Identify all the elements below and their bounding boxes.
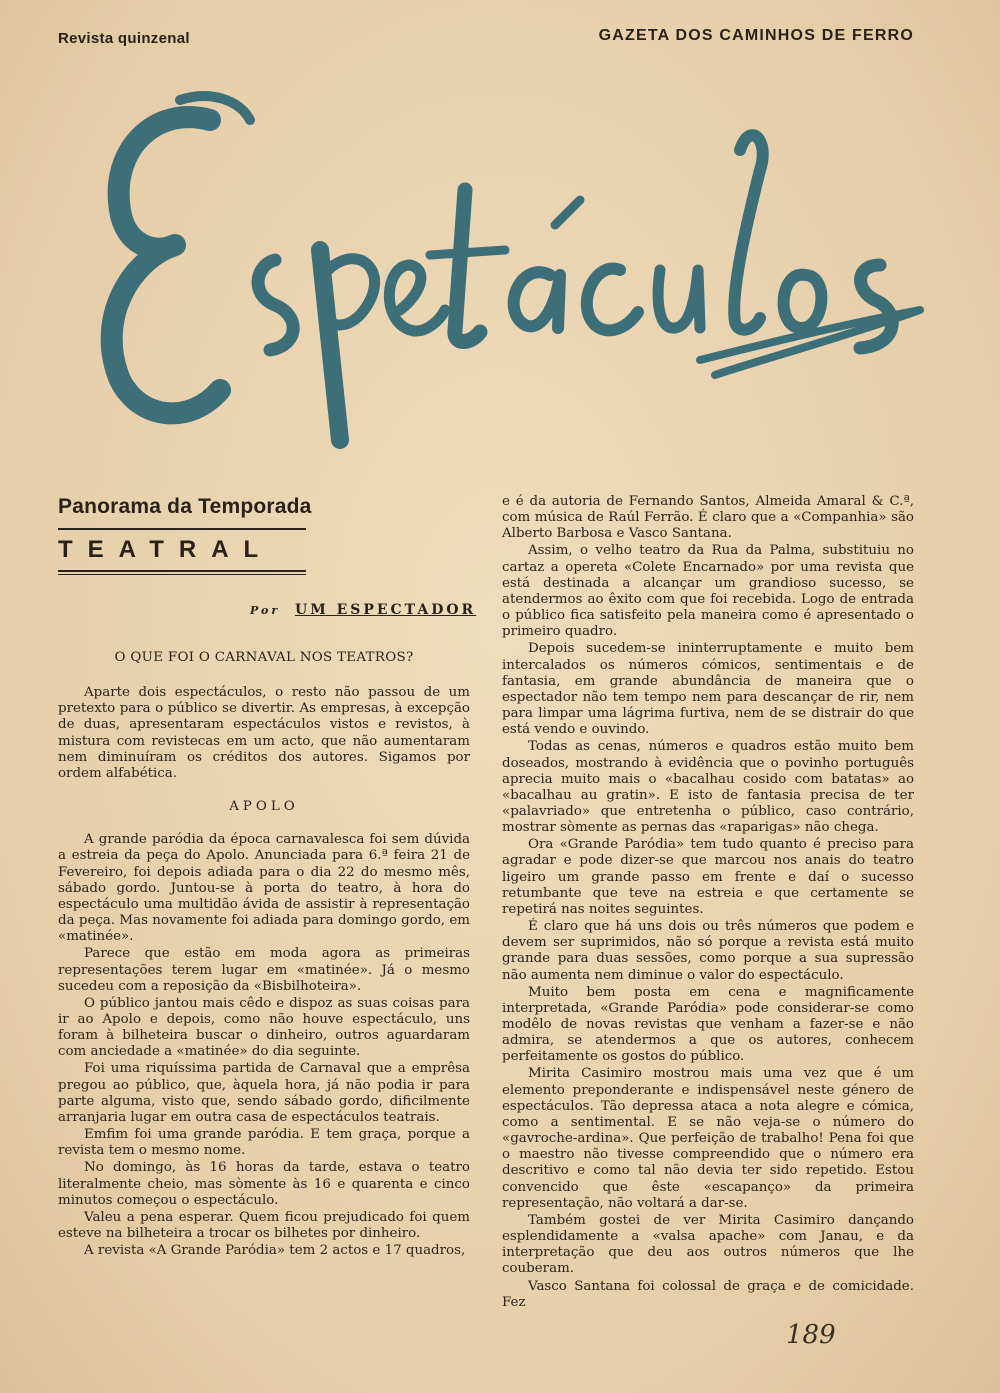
- article-column-2: [502, 494, 914, 1312]
- divider: [58, 574, 306, 575]
- header-magazine-name: GAZETA DOS CAMINHOS DE FERRO: [598, 27, 914, 44]
- spacer: [58, 783, 470, 799]
- byline-author: UM ESPECTADOR: [294, 602, 477, 618]
- page-number: 189: [786, 1320, 836, 1350]
- paragraph: e é da autoria de Fernando Santos, Almeida Amaral & C.ª, com música de Raúl Ferrão. É claro que a «Companhia» são Alberto Barbosa e Vasco Santana.: [502, 494, 914, 542]
- paragraph: Vasco Santana foi colossal de graça e de comicidade. Fez: [502, 1278, 914, 1310]
- divider: [58, 528, 306, 530]
- paragraph: É claro que há uns dois ou três números que podem e devem ser suprimidos, não só porque a revista está muito grande para duas sessões, como porque a sua supressão não aumenta nem diminue o valor do espectáculo.: [502, 919, 914, 983]
- header-publication-frequency: Revista quinzenal: [58, 30, 190, 47]
- paragraph: Depois sucedem-se ininterruptamente e muito bem intercalados os números cómicos, sentimentais e de fantasia, em grande abundância de maneira que o espectador não tem tempo nem para descançar de rir, nem para limpar uma lágrima furtiva, nem de se distrair do que está vendo e ouvindo.: [502, 641, 914, 738]
- section-subtitle: TEATRAL: [58, 536, 274, 563]
- intro-paragraph: Aparte dois espectáculos, o resto não passou de um pretexto para o público se divertir. As empresas, à excepção de duas, apresentaram espectáculos vistos e revistos, à mistura com revistecas em um acto, que não aumentaram nem diminuíram os créditos dos autores. Sigamos por ordem alfabética.: [58, 685, 470, 781]
- paragraph: Ora «Grande Paródia» tem tudo quanto é preciso para agradar e pode dizer-se que marcou nos anais do teatro ligeiro um grande passo em frente e daí o sucesso retumbante que teve na estreia e que certamente se repetirá nas noites seguintes.: [502, 837, 914, 917]
- paragraph: Muito bem posta em cena e magnificamente interpretada, «Grande Paródia» pode considerar-se como modêlo de novas revistas que venham a fazer-se e não admira, se atendermos a que os autores, conhecem perfeitamente os gostos do público.: [502, 984, 914, 1065]
- paragraph: O público jantou mais cêdo e dispoz as suas coisas para ir ao Apolo e depois, como não houve espectáculo, uns foram à bilheteira buscar o dinheiro, outros aguardaram com anciedade a «matinée» do dia seguinte.: [58, 995, 470, 1060]
- paragraph: Mirita Casimiro mostrou mais uma vez que é um elemento preponderante e indispensável neste género de espectáculos. Tão depressa ataca a nota alegre e cómica, como a sentimental. E se não veja-se o número do «gavroche-ardina». Que perfeição de trabalho! Pena foi que o maestro não tivesse compreendido que o número era descritivo e como tal não devia ter sido repetido. Estou convencido que êste «escapanço» da primeira representação, não voltará a dar-se.: [502, 1066, 914, 1211]
- subheading-apolo: APOLO: [229, 799, 299, 815]
- espetaculos-calligraphy: [60, 60, 940, 480]
- spacer: [58, 667, 470, 685]
- paragraph: Valeu a pena esperar. Quem ficou prejudicado foi quem esteve na bilheteira a trocar os bilhetes por dinheiro.: [58, 1209, 470, 1241]
- byline-prefix: Por: [250, 604, 281, 617]
- section-title: Panorama da Temporada: [58, 495, 312, 518]
- paragraph: Foi uma riquíssima partida de Carnaval que a emprêsa pregou ao público, que, àquela hora, já não podia ir para parte alguma, visto que, sendo sábado gordo, dificilmente arranjaria lugar em outra casa de espectáculos teatrais.: [58, 1061, 470, 1125]
- paragraph: No domingo, às 16 horas da tarde, estava o teatro literalmente cheio, mas sòmente às 16 e quarenta e cinco minutos começou o espectáculo.: [58, 1160, 470, 1208]
- article-heading: O QUE FOI O CARNAVAL NOS TEATROS?: [114, 650, 414, 665]
- title-lettering: [60, 60, 940, 480]
- paragraph: Parece que estão em moda agora as primeiras representações terem lugar em «matinée». Já o mesmo sucedeu com a reposição da «Bisbilhoteira».: [58, 946, 470, 994]
- paragraph: Emfim foi uma grande paródia. E tem graça, porque a revista tem o mesmo nome.: [58, 1127, 470, 1159]
- spacer: [58, 816, 470, 832]
- article-column-1: [58, 650, 470, 1260]
- divider: [58, 570, 306, 572]
- paragraph: Todas as cenas, números e quadros estão muito bem doseados, mostrando à evidência que o povinho português aprecia muito mais o «bacalhau cosido com batatas» ao «bacalhau au gratin». E isto de fantasia precisa de ter «palavriado» que entretenha o público, caso contrário, mostrar sòmente as pernas das «raparigas» não chega.: [502, 739, 914, 836]
- paragraph: A revista «A Grande Paródia» tem 2 actos e 17 quadros,: [84, 1243, 466, 1259]
- paragraph: Assim, o velho teatro da Rua da Palma, substituiu no cartaz a opereta «Colete Encarnado» por uma revista que está destinada a alcançar um grandioso sucesso, se atendermos ao êxito com que foi recebida. Logo de entrada o público fica satisfeito pela maneira como é apresentado o primeiro quadro.: [502, 543, 914, 640]
- byline: [250, 602, 476, 618]
- paragraph: Também gostei de ver Mirita Casimiro dançando esplendidamente a «valsa apache» com Janau, e da interpretação que deu aos outros números que lhe couberam.: [502, 1212, 914, 1277]
- paragraph: A grande paródia da época carnavalesca foi sem dúvida a estreia da peça do Apolo. Anunciada para 6.ª feira 21 de Fevereiro, foi depois adiada para o dia 22 do mesmo mês, sábado gordo. Juntou-se à porta do teatro, à hora do espectáculo uma multidão ávida de assistir à representação da peça. Mas novamente foi adiada para domingo gordo, em «matinée».: [58, 832, 470, 945]
